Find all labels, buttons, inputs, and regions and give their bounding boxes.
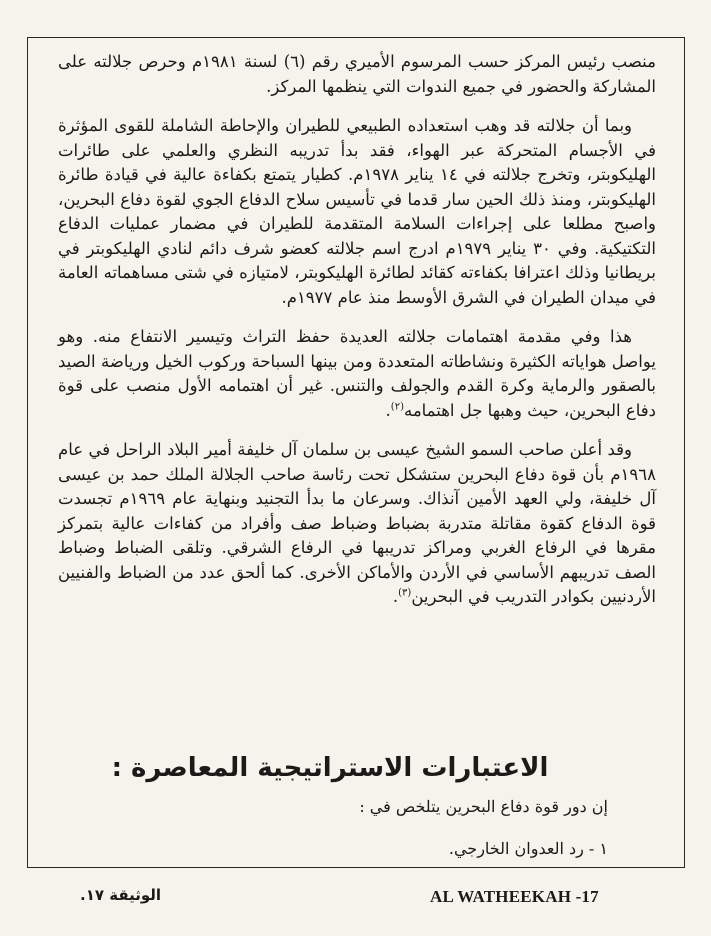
footer-english-title: AL WATHEEKAH -17 [430, 887, 599, 906]
section-intro: إن دور قوة دفاع البحرين يتلخص في : [359, 797, 608, 816]
list-item-1: ١ - رد العدوان الخارجي. [448, 839, 608, 858]
footer-arabic-title: الوثيقة ١٧. [80, 886, 162, 904]
body-text [58, 50, 656, 625]
paragraph-3: هذا وفي مقدمة اهتمامات جلالته العديدة حفظ التراث وتيسير الانتفاع منه. وهو يواصل هواياته الكثيرة ونشاطاته المتعددة ومن بينها السباحة وركوب الخيل ورياضة الصيد بالصقور والرماية وكرة القدم والجولف والتنس. غير أن اهتمامه الأول منصب على قوة دفاع البحرين، حيث وهبها جل اهتمامه$^{(٢)}$. [58, 327, 656, 420]
paragraph-4: وقد أعلن صاحب السمو الشيخ عيسى بن سلمان آل خليفة أمير البلاد الراحل في عام ١٩٦٨م بأن قوة دفاع البحرين ستشكل تحت رئاسة صاحب الجلالة الملك حمد بن عيسى آل خليفة، ولي العهد الأمين آنذاك. وسرعان ما بدأ التجنيد وبنهاية عام ١٩٦٩م تجسدت قوة الدفاع كقوة مقاتلة متدربة بضباط وضباط صف وأفراد من كفاءات عالية بتمركز مقرها في الرفاع الغربي ومراكز تدريبها في الرفاع الشرقي. وتلقى الضباط وضباط الصف تدريبهم الأساسي في الأردن والأماكن الأخرى. كما ألحق عدد من الضباط والفنيين الأردنيين بكوادر التدريب في البحرين$^{(٣)}$. [58, 440, 656, 606]
footnote-marker-2: (٢) [390, 401, 404, 412]
section-heading: الاعتبارات الاستراتيجية المعاصرة : [111, 753, 549, 783]
paragraph-2: وبما أن جلالته قد وهب استعداده الطبيعي للطيران والإحاطة الشاملة للقوى المؤثرة في الأجسام المتحركة عبر الهواء، فقد بدأ تدريبه النظري والعلمي على طائرات الهليكوبتر، وتخرج جلالته في ١٤ يناير ١٩٧٨م. كطيار يتمتع بكفاءة عالية في قيادة طائرة الهليكوبتر، ومنذ ذلك الحين سار قدما في تأسيس سلاح الدفاع الجوي لقوة دفاع البحرين، واصبح مطلعا على إجراءات السلامة المتقدمة للطيران في مضمار عمليات الدفاع التكتيكية. وفي ٣٠ يناير ١٩٧٩م ادرج اسم جلالته كعضو شرف دائم لنادي الهليكوبتر في بريطانيا وذلك اعترافا بكفاءته كقائد لطائرة الهليكوبتر، لامتيازه في شتى مساهماته العامة في ميدان الطيران في الشرق الأوسط منذ عام ١٩٧٧م. [58, 116, 656, 307]
paragraph-1: منصب رئيس المركز حسب المرسوم الأميري رقم (٦) لسنة ١٩٨١م وحرص جلالته على المشاركة والحضور في جميع الندوات التي ينظمها المركز. [58, 52, 656, 96]
footnote-marker-3: (٣) [398, 587, 412, 599]
paragraph-3-text: هذا وفي مقدمة اهتمامات جلالته العديدة حفظ التراث وتيسير الانتفاع منه. وهو يواصل هواياته الكثيرة ونشاطاته المتعددة ومن بينها السباحة وركوب الخيل ورياضة الصيد بالصقور والرماية وكرة القدم والجولف والتنس. غير أن اهتمامه الأول منصب على قوة دفاع البحرين، حيث وهبها جل اهتمامه [58, 327, 656, 420]
paragraph-4-text: وقد أعلن صاحب السمو الشيخ عيسى بن سلمان آل خليفة أمير البلاد الراحل في عام ١٩٦٨م بأن قوة دفاع البحرين ستشكل تحت رئاسة صاحب الجلالة الملك حمد بن عيسى آل خليفة، ولي العهد الأمين آنذاك. وسرعان ما بدأ التجنيد وبنهاية عام ١٩٦٩م تجسدت قوة الدفاع كقوة مقاتلة متدربة بضباط وضباط صف وأفراد من كفاءات عالية بتمركز مقرها في الرفاع الغربي ومراكز تدريبها في الرفاع الشرقي. وتلقى الضباط وضباط الصف تدريبهم الأساسي في الأردن والأماكن الأخرى. كما ألحق عدد من الضباط والفنيين الأردنيين بكوادر التدريب في البحرين [58, 440, 656, 606]
